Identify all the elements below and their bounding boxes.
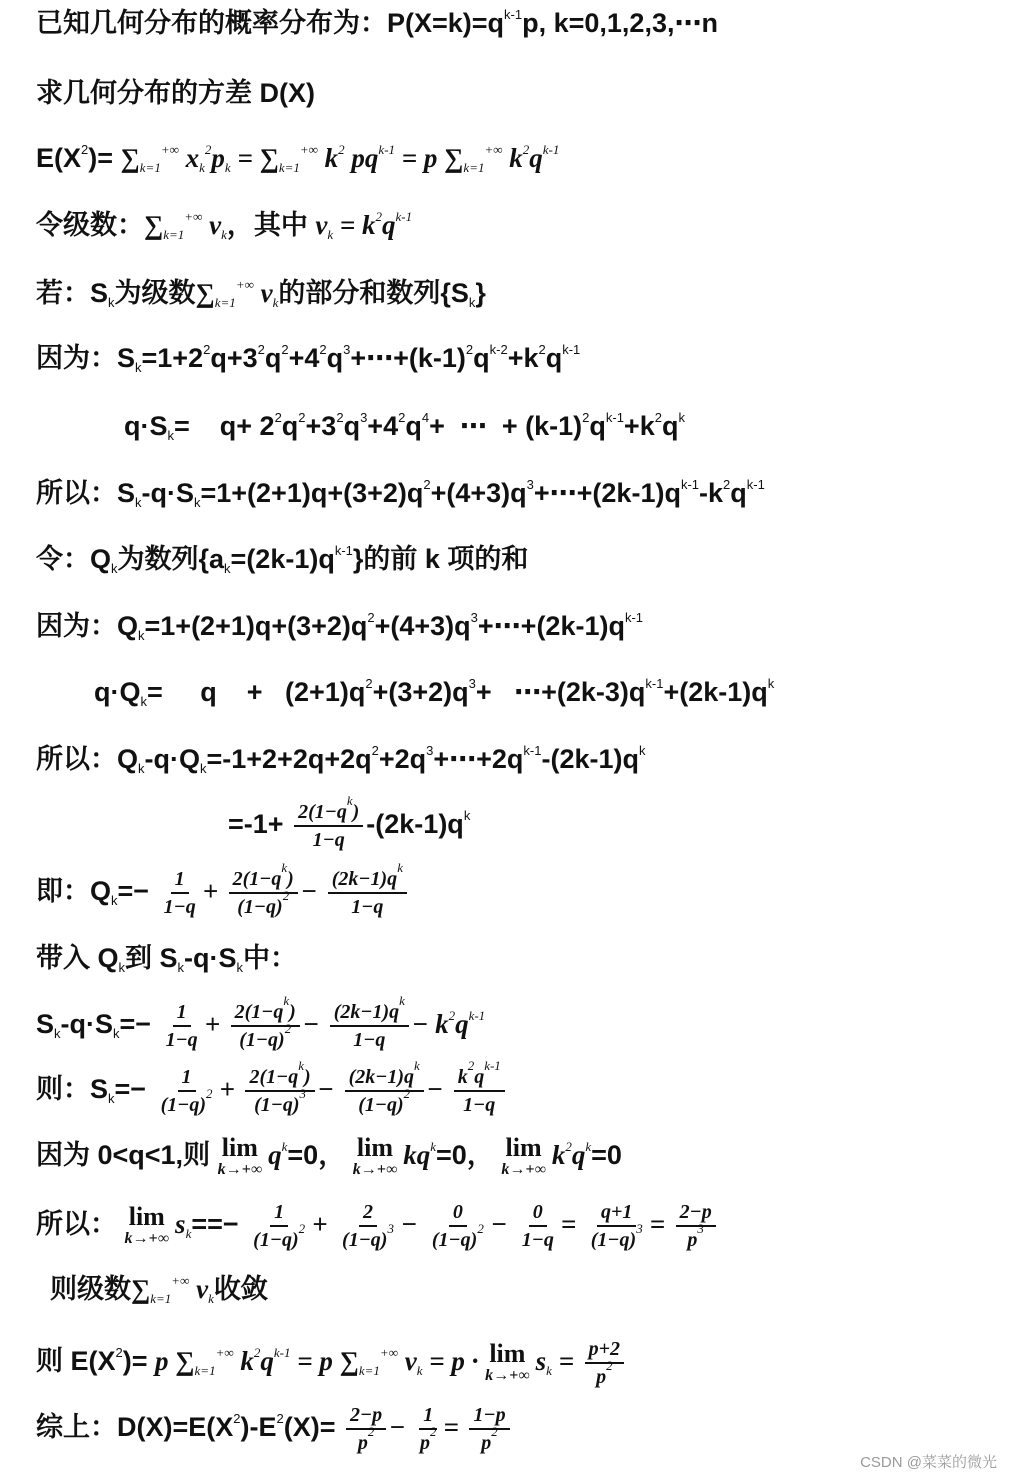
fraction: $\frac{1}{p^2}$: [420, 1404, 437, 1454]
line-17: 则：$S_k=-$ $\frac{1}{(1-q)^2}$ + $\frac{2(1-q^k)}{(1-q)^3}$ − $\frac{(2k-1)q^k}{(1-q)^2}$ − $\frac{k^2q^{k-1}}{1-q}$: [36, 1065, 508, 1117]
line-20: 则级数$\sum_{k=1}^{+\infty}$ $v_k$收敛: [50, 1273, 268, 1306]
line-9: 令：$Q_k$为数列$\{a_k=(2k-1)q^{k-1}\}$的前 k 项的和: [36, 543, 529, 576]
line-15: 带入 $Q_k$到 $S_k-q\cdot S_k$中：: [36, 943, 298, 975]
fraction: $\frac{2(1-q^k)}{(1-q)^3}$: [245, 1065, 314, 1117]
line-8: 所以：$S_k-q\cdot S_k=1+(2+1)q+(3+2)q^2+(4+3)q^3+\cdots+(2k-1)q^{k-1}-k^2q^{k-1}$: [36, 477, 765, 510]
fraction: $\frac{1}{(1-q)^2}$: [253, 1201, 306, 1251]
line-10: 因为：$Q_k=1+(2+1)q+(3+2)q^2+(4+3)q^3+\cdots+(2k-1)q^{k-1}$: [36, 610, 644, 643]
line-1: 已知几何分布的概率分布为：$P(X=k)=q^{k-1}p$, k=0,1,2,3,⋯n: [36, 7, 718, 38]
fraction: $\frac{0}{(1-q)^2}$: [431, 1201, 484, 1251]
line-21: 则 $E(X^2)= p$ $\sum_{k=1}^{+\infty}$ $k^2q^{k-1} = p$ $\sum_{k=1}^{+\infty}$ $v_k = p$ · lim k→+∞ $s_k$ = $\frac{p+2}{p^2}$: [36, 1337, 627, 1389]
fraction: $\frac{p+2}{p^2}$: [585, 1337, 624, 1389]
line-13: =-1+ $\frac{2(1-q^k)}{1-q}$ $-(2k-1)q^k$: [228, 793, 471, 851]
fraction: $\frac{0}{1-q}$: [521, 1201, 554, 1251]
fraction: $\frac{(2k-1)q^k}{(1-q)^2}$: [345, 1065, 424, 1117]
fraction: $\frac{2-p}{p^3}$: [676, 1200, 716, 1252]
fraction: $\frac{q+1}{(1-q)^3}$: [590, 1201, 643, 1251]
line-22-conclusion: 综上：$D(X)=E(X^2)-E^2(X)=$ $\frac{2-p}{p^2}$ − $\frac{1}{p^2}$ = $\frac{1-p}{p^2}$: [36, 1403, 513, 1455]
fraction: $\frac{2-p}{p^2}$: [346, 1403, 386, 1455]
fraction: $\frac{k^2q^{k-1}}{1-q}$: [454, 1065, 505, 1117]
line-18: 因为 0<q<1,则 lim k→+∞ $q^k=0$， lim k→+∞ $kq^k=0$， lim k→+∞ $k^2q^k=0$: [36, 1133, 622, 1178]
line-5: 若：$S_k$为级数$\sum_{k=1}^{+\infty}$ $v_k$的部分和数列$\{S_k\}$: [36, 277, 486, 310]
fraction: $\frac{(2k-1)q^k}{1-q}$: [330, 1000, 409, 1052]
line-11: $q\cdot Q_k=$ q + $(2+1)q^2+(3+2)q^3+$ $\cdots+(2k-3)q^{k-1}+(2k-1)q^k$: [94, 676, 775, 709]
fraction: $\frac{1}{1-q}$: [163, 868, 196, 918]
line-6: 因为：$S_k=1+2^2q+3^2q^2+4^2q^3+\cdots+(k-1)^2q^{k-2}+k^2q^{k-1}$: [36, 342, 581, 375]
line-4: 令级数：$\sum_{k=1}^{+\infty}$ $v_k$，其中 $v_k = k^2q^{k-1}$: [36, 209, 413, 242]
csdn-watermark: CSDN @菜菜的微光: [860, 1454, 997, 1471]
fraction: $\frac{2(1-q^k)}{(1-q)^2}$: [231, 1000, 300, 1052]
fraction: $\frac{2}{(1-q)^3}$: [342, 1201, 394, 1251]
line-3-expectation: $E(X^2)= \sum_{k=1}^{+\infty}$ $x_k^2p_k = \sum_{k=1}^{+\infty}$ $k^2$ $pq^{k-1} = p$ $\sum_{k=1}^{+\infty}$ $k^2q^{k-1}$: [36, 142, 560, 175]
line-12: 所以：$Q_k-q\cdot Q_k=-1+2+2q+2q^2+2q^3+\cdots+2q^{k-1}-(2k-1)q^k$: [36, 743, 646, 776]
line-2: 求几何分布的方差 D(X): [36, 78, 315, 108]
line-19: 所以： lim k→+∞ $s_k==-$ $\frac{1}{(1-q)^2}$ + $\frac{2}{(1-q)^3}$ − $\frac{0}{(1-q)^2}$ − $\frac{0}{1-q}$ = $\frac{q+1}{(1-q)^3}$ = $\frac{2-p}{p^3}$: [36, 1200, 719, 1252]
fraction: $\frac{1-p}{p^2}$: [469, 1403, 509, 1455]
line-7: $q\cdot S_k=$ $q+ 2^2q^2+3^2q^3+4^2q^4+$ ⋯ + $(k-1)^2q^{k-1}+k^2q^k$: [124, 410, 685, 443]
fraction: $\frac{(2k-1)q^k}{1-q}$: [328, 867, 407, 919]
fraction: $\frac{2(1-q^k)}{1-q}$: [294, 800, 363, 852]
fraction: $\frac{2(1-q^k)}{(1-q)^2}$: [229, 867, 298, 919]
line-14: 即：$Q_k=-$ $\frac{1}{1-q}$ + $\frac{2(1-q^k)}{(1-q)^2}$ − $\frac{(2k-1)q^k}{1-q}$: [36, 867, 410, 919]
fraction: $\frac{1}{1-q}$: [165, 1001, 198, 1051]
line-16: $S_k-q\cdot S_k=-$ $\frac{1}{1-q}$ + $\frac{2(1-q^k)}{(1-q)^2}$ − $\frac{(2k-1)q^k}{1-q}$ − $k^2q^{k-1}$: [36, 993, 486, 1051]
fraction: $\frac{1}{(1-q)^2}$: [160, 1066, 213, 1116]
